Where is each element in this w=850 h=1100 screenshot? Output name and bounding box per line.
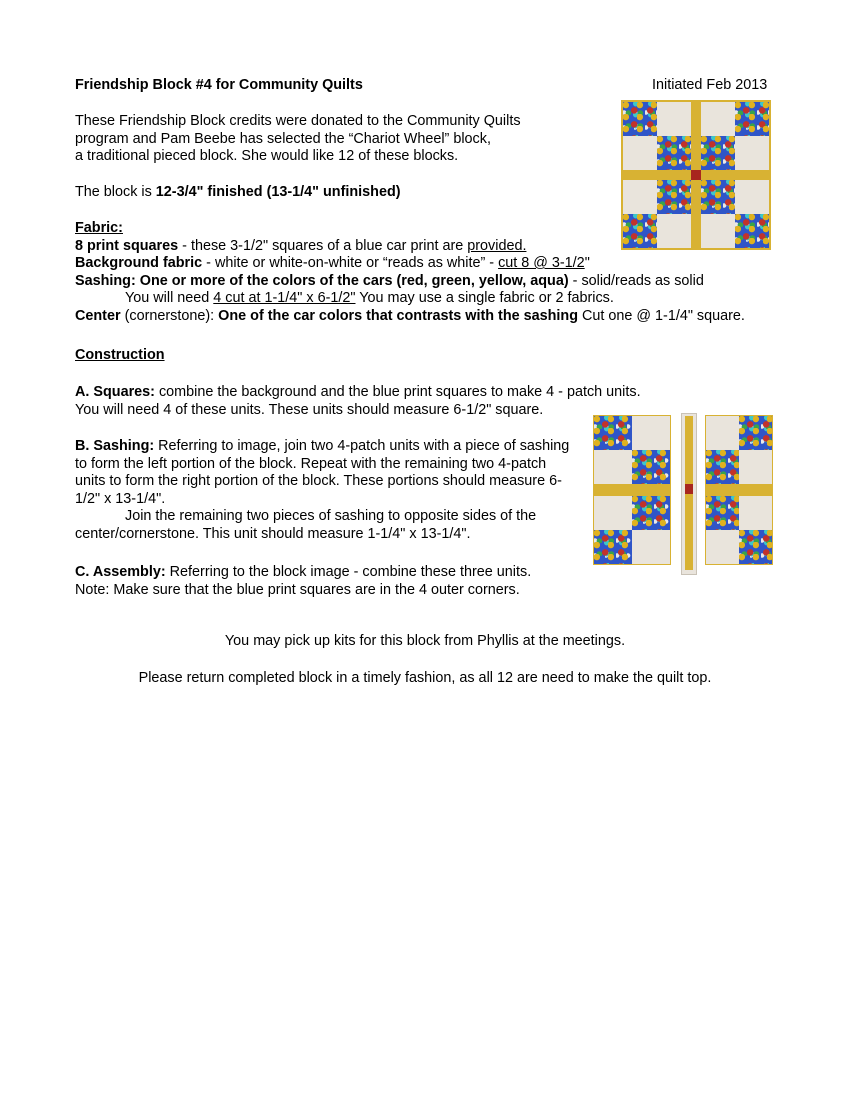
step-c: C. Assembly: Referring to the block image - combine these three units. Note: Make sure that the blue print squares are in the 4 outer corners. bbox=[75, 564, 532, 598]
fabric-heading: Fabric: bbox=[75, 220, 123, 236]
left-portion-image bbox=[593, 415, 671, 565]
completed-block-image bbox=[621, 100, 771, 250]
page-title: Friendship Block #4 for Community Quilts bbox=[75, 77, 363, 93]
sashing-line: Sashing: One or more of the colors of the cars (red, green, yellow, aqua) - solid/reads as solid bbox=[75, 272, 704, 289]
center-sashing-strip-image bbox=[681, 413, 697, 575]
step-b: B. Sashing: Referring to image, join two 4-patch units with a piece of sashing to form the left portion of the block. Repeat with the remaining two 4-patch units to form the right portion of the block. These portions should measure 6- 1/2" x 13-1/4". Join the remaining two pieces of sashing to opposite sides of the center/cornerstone. This unit should measure 1-1/4" x 13-1/4". bbox=[75, 438, 570, 542]
center-line: Center (cornerstone): One of the car colors that contrasts with the sashing Cut one @ 1-1/4" square. bbox=[75, 307, 745, 324]
print-squares-line: 8 print squares - these 3-1/2" squares of a blue car print are provided. bbox=[75, 237, 527, 254]
background-fabric-line: Background fabric - white or white-on-white or “reads as white” - cut 8 @ 3-1/2" bbox=[75, 255, 590, 271]
initiated-date: Initiated Feb 2013 bbox=[652, 77, 768, 93]
construction-heading: Construction bbox=[75, 347, 165, 363]
block-size: The block is 12-3/4" finished (13-1/4" unfinished) bbox=[75, 184, 401, 200]
right-portion-image bbox=[705, 415, 773, 565]
sashing-need-line: You will need 4 cut at 1-1/4" x 6-1/2" You may use a single fabric or 2 fabrics. bbox=[125, 290, 614, 306]
return-note: Please return completed block in a timely fashion, as all 12 are need to make the quilt top. bbox=[138, 670, 712, 686]
step-a: A. Squares: combine the background and the blue print squares to make 4 - patch units. You will need 4 of these units. These units should measure 6-1/2" square. bbox=[75, 384, 641, 418]
kits-note: You may pick up kits for this block from Phyllis at the meetings. bbox=[224, 633, 626, 649]
intro-paragraph: These Friendship Block credits were donated to the Community Quilts program and Pam Beebe has selected the “Chariot Wheel” block, a traditional pieced block. She would like 12 of these blocks. bbox=[75, 113, 521, 164]
